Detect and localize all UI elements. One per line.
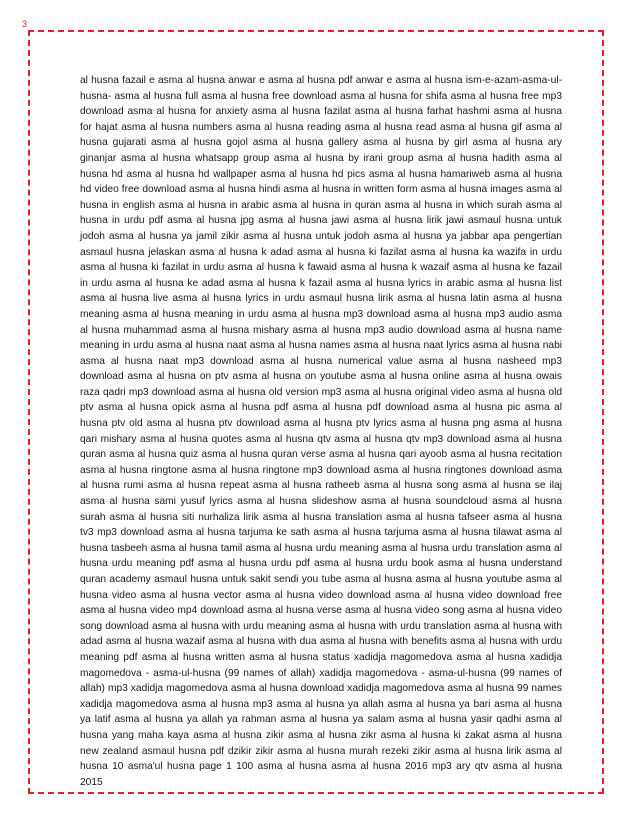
document-body-text: al husna fazail e asma al husna anwar e asma al husna pdf anwar e asma al husna ism-e-azam-asma-ul-husna- asma al husna full asma al husna free download asma al husna for shifa asma al husna free mp3 download asma al husna for anxiety asma al husna fazilat asma al husna farhat hashmi asma al husna for hajat asma al husna numbers asma al husna reading asma al husna read asma al husna gif asma al husna gujarati asma al husna gojol asma al husna gallery asma al husna by girl asma al husna ary ginanjar asma al husna whatsapp group asma al husna by irani group asma al husna hadith asma al husna hd asma al husna hd wallpaper asma al husna hd pics asma al husna hamariweb asma al husna hd video free download asma al husna hindi asma al husna in written form asma al husna images asma al husna in english asma al husna in arabic asma al husna in quran asma al husna in which surah asma al husna in urdu pdf asma al husna jpg asma al husna jawi asma al husna lirik jawi asmaul husna untuk jodoh asma al husna ya jamil zikir asma al husna untuk jodoh asma al husna ya jabbar apa pengertian asmaul husna jelaskan asma al husna k adad asma al husna ki fazilat asma al husna ka wazifa in urdu asma al husna ki fazilat in urdu asma al husna k fawaid asma al husna k wazaif asma al husna ke fazail in urdu asma al husna ke adad asma al husna k fazail asma al husna lyrics in arabic asma al husna list asma al husna live asma al husna lyrics in urdu asmaul husna lirik asma al husna latin asma al husna meaning asma al husna meaning in urdu asma al husna mp3 download asma al husna mp3 audio asma al husna muhammad asma al husna mishary asma al husna mp3 audio download asma al husna name meaning in urdu asma al husna naat asma al husna names asma al husna naat lyrics asma al husna nabi asma al husna naat mp3 download asma al husna numerical value asma al husna nasheed mp3 download asma al husna on ptv asma al husna on youtube asma al husna online asma al husna owais raza qadri mp3 download asma al husna old version mp3 asma al husna original video asma al husna old ptv asma al husna opick asma al husna pdf asma al husna pdf download asma al husna pic asma al husna ptv old asma al husna ptv download asma al husna ptv lyrics asma al husna png asma al husna qari mishary asma al husna quotes asma al husna qtv asma al husna qtv mp3 download asma al husna quran asma al husna quiz asma al husna quran verse asma al husna qari ayoob asma al husna recitation asma al husna ringtone asma al husna ringtone mp3 download asma al husna ringtones download asma al husna rumi asma al husna repeat asma al husna ratheeb asma al husna song asma al husna se ilaj asma al husna sami yusuf lyrics asma al husna slideshow asma al husna soundcloud asma al husna surah asma al husna siti nurhaliza lirik asma al husna translation asma al husna tafseer asma al husna tv3 mp3 download asma al husna tarjuma ke sath asma al husna tarjuma asma al husna tilawat asma al husna tasbeeh asma al husna tamil asma al husna urdu meaning asma al husna urdu translation asma al husna urdu meaning pdf asma al husna urdu pdf asma al husna urdu book asma al husna understand quran academy asmaul husna untuk sakit sendi you tube asma al husna asma al husna youtube asma al husna video asma al husna vector asma al husna video download asma al husna video download free asma al husna video mp4 download asma al husna verse asma al husna video song asma al husna video song download asma al husna with urdu meaning asma al husna with urdu translation asma al husna with adad asma al husna wazaif asma al husna with dua asma al husna with benefits asma al husna with urdu meaning pdf asma al husna written asma al husna status xadidja magomedova asma al husna xadidja magomedova - asma-ul-husna (99 names of allah) xadidja magomedova - asma-ul-husna (99 names of allah) mp3 xadidja magomedova asma al husna download xadidja magomedova asma al husna 99 names xadidja magomedova asma al husna mp3 asma al husna ya allah asma al husna ya bari asma al husna ya latif asma al husna ya allah ya rahman asma al husna ya salam asma al husna yasir qadhi asma al husna yang maha kaya asma al husna zikir asma al husna zikr asma al husna ki zakat asma al husna new zealand asmaul husna pdf dzikir zikir asma al husna murah rezeki zikir asma al husna lirik asma al husna 10 asma'ul husna page 1 100 asma al husna asma al husna 2016 mp3 ary qtv asma al husna 2015 — [80, 75, 562, 788]
page-corner-mark: 3 — [22, 19, 28, 29]
